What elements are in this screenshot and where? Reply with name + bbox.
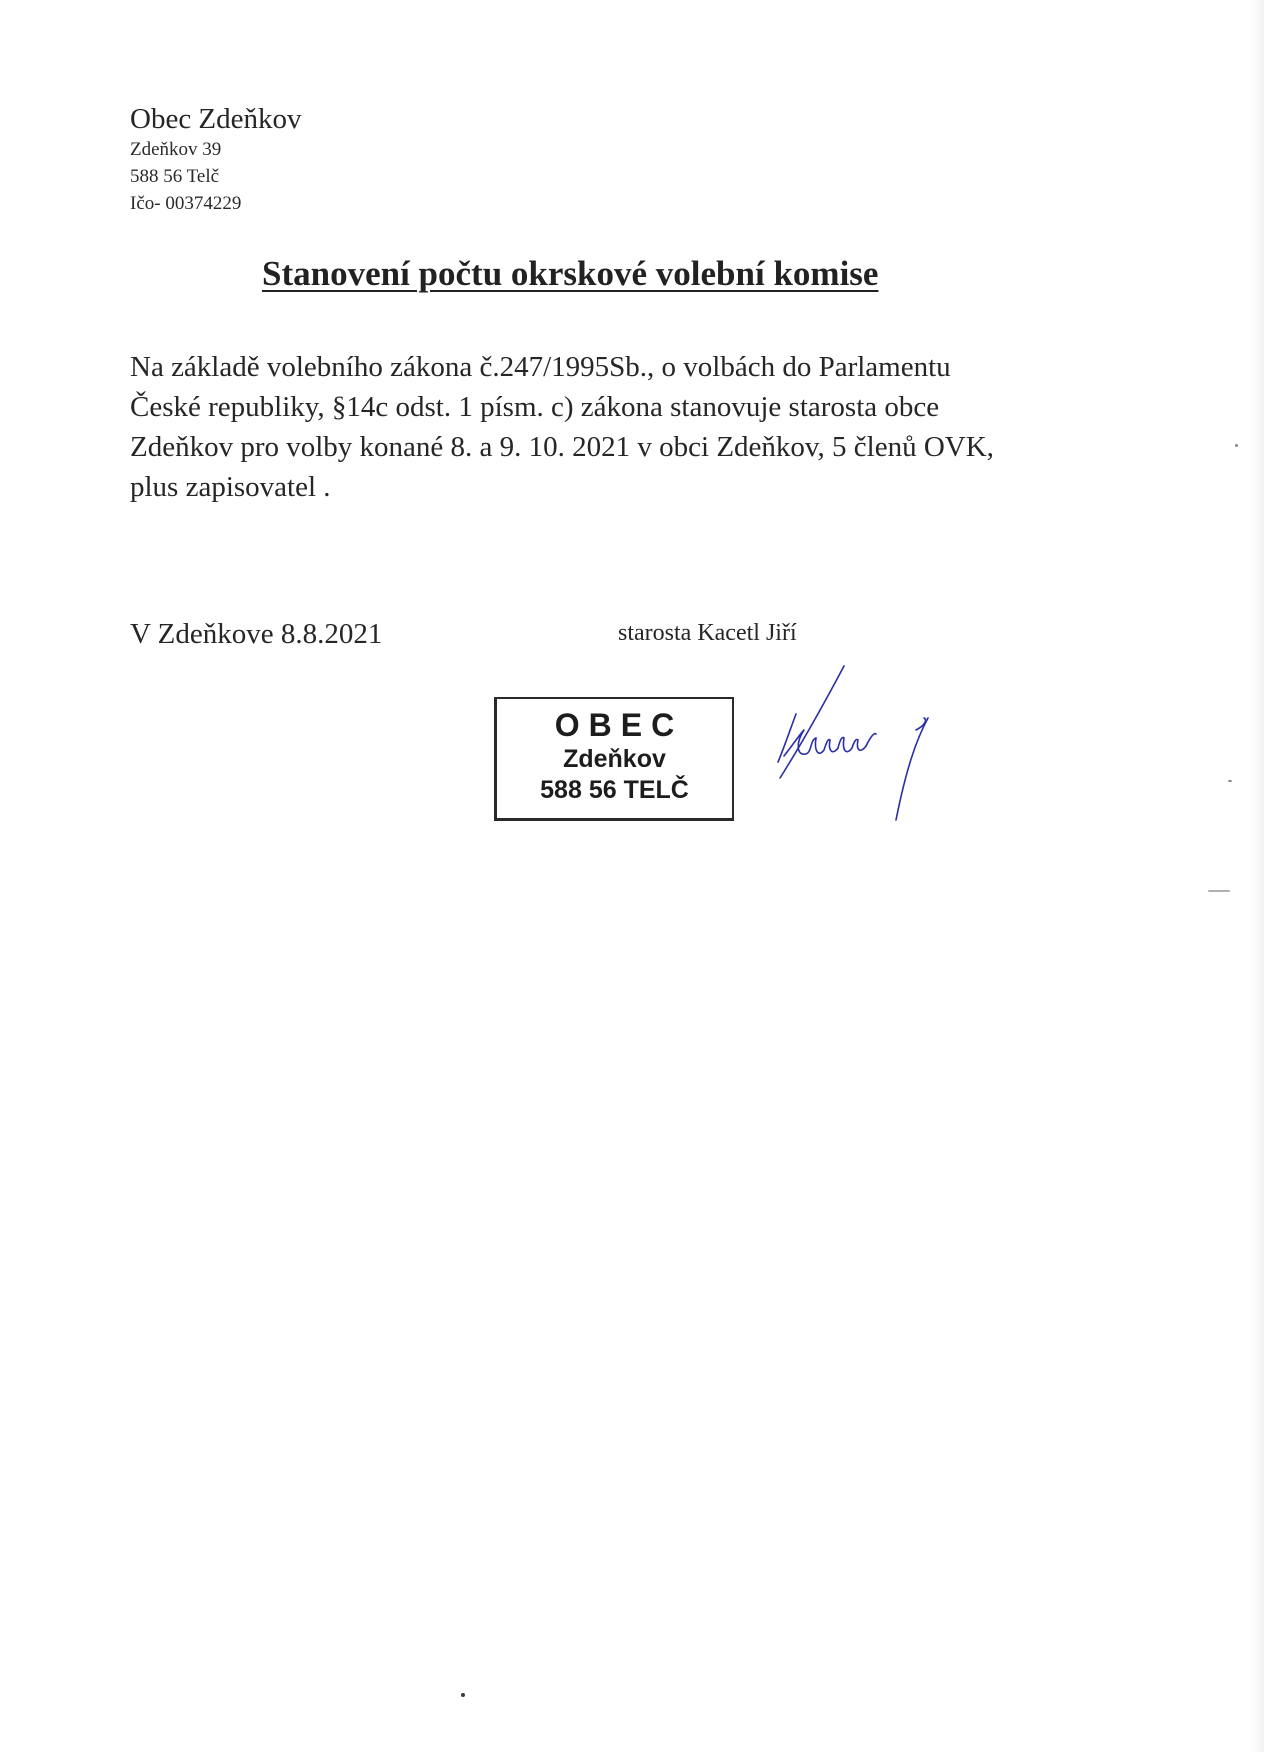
stamp-line-3: 588 56 TELČ [540, 776, 689, 804]
place-and-date: V Zdeňkove 8.8.2021 [130, 618, 383, 650]
document-title: Stanovení počtu okrskové volební komise [262, 254, 879, 293]
body-line-2: České republiky, §14c odst. 1 písm. c) zákona stanovuje starosta obce [130, 391, 940, 423]
sender-address-line2: 588 56 Telč [130, 166, 220, 187]
body-line-3: Zdeňkov pro volby konané 8. a 9. 10. 2021 v obci Zdeňkov, 5 členů OVK, [130, 431, 994, 463]
scan-speck [461, 1693, 465, 1697]
mayor-name: starosta Kacetl Jiří [618, 620, 797, 646]
handwritten-signature [756, 660, 936, 830]
stamp-line-1: OBEC [554, 707, 684, 743]
scan-speck [1228, 780, 1232, 782]
sender-address-line1: Zdeňkov 39 [130, 139, 222, 160]
body-line-1: Na základě volebního zákona č.247/1995Sb., o volbách do Parlamentu [130, 351, 951, 383]
body-line-4: plus zapisovatel . [130, 471, 331, 503]
document-body [130, 347, 1150, 507]
sender-name: Obec Zdeňkov [130, 103, 302, 135]
scan-speck [1208, 890, 1230, 892]
scan-speck [1235, 444, 1238, 447]
official-stamp [494, 697, 734, 821]
sender-ico: Ičo- 00374229 [130, 193, 242, 214]
stamp-line-2: Zdeňkov [563, 745, 666, 773]
sender-block [130, 102, 302, 217]
scan-edge-shadow [1250, 0, 1264, 1752]
